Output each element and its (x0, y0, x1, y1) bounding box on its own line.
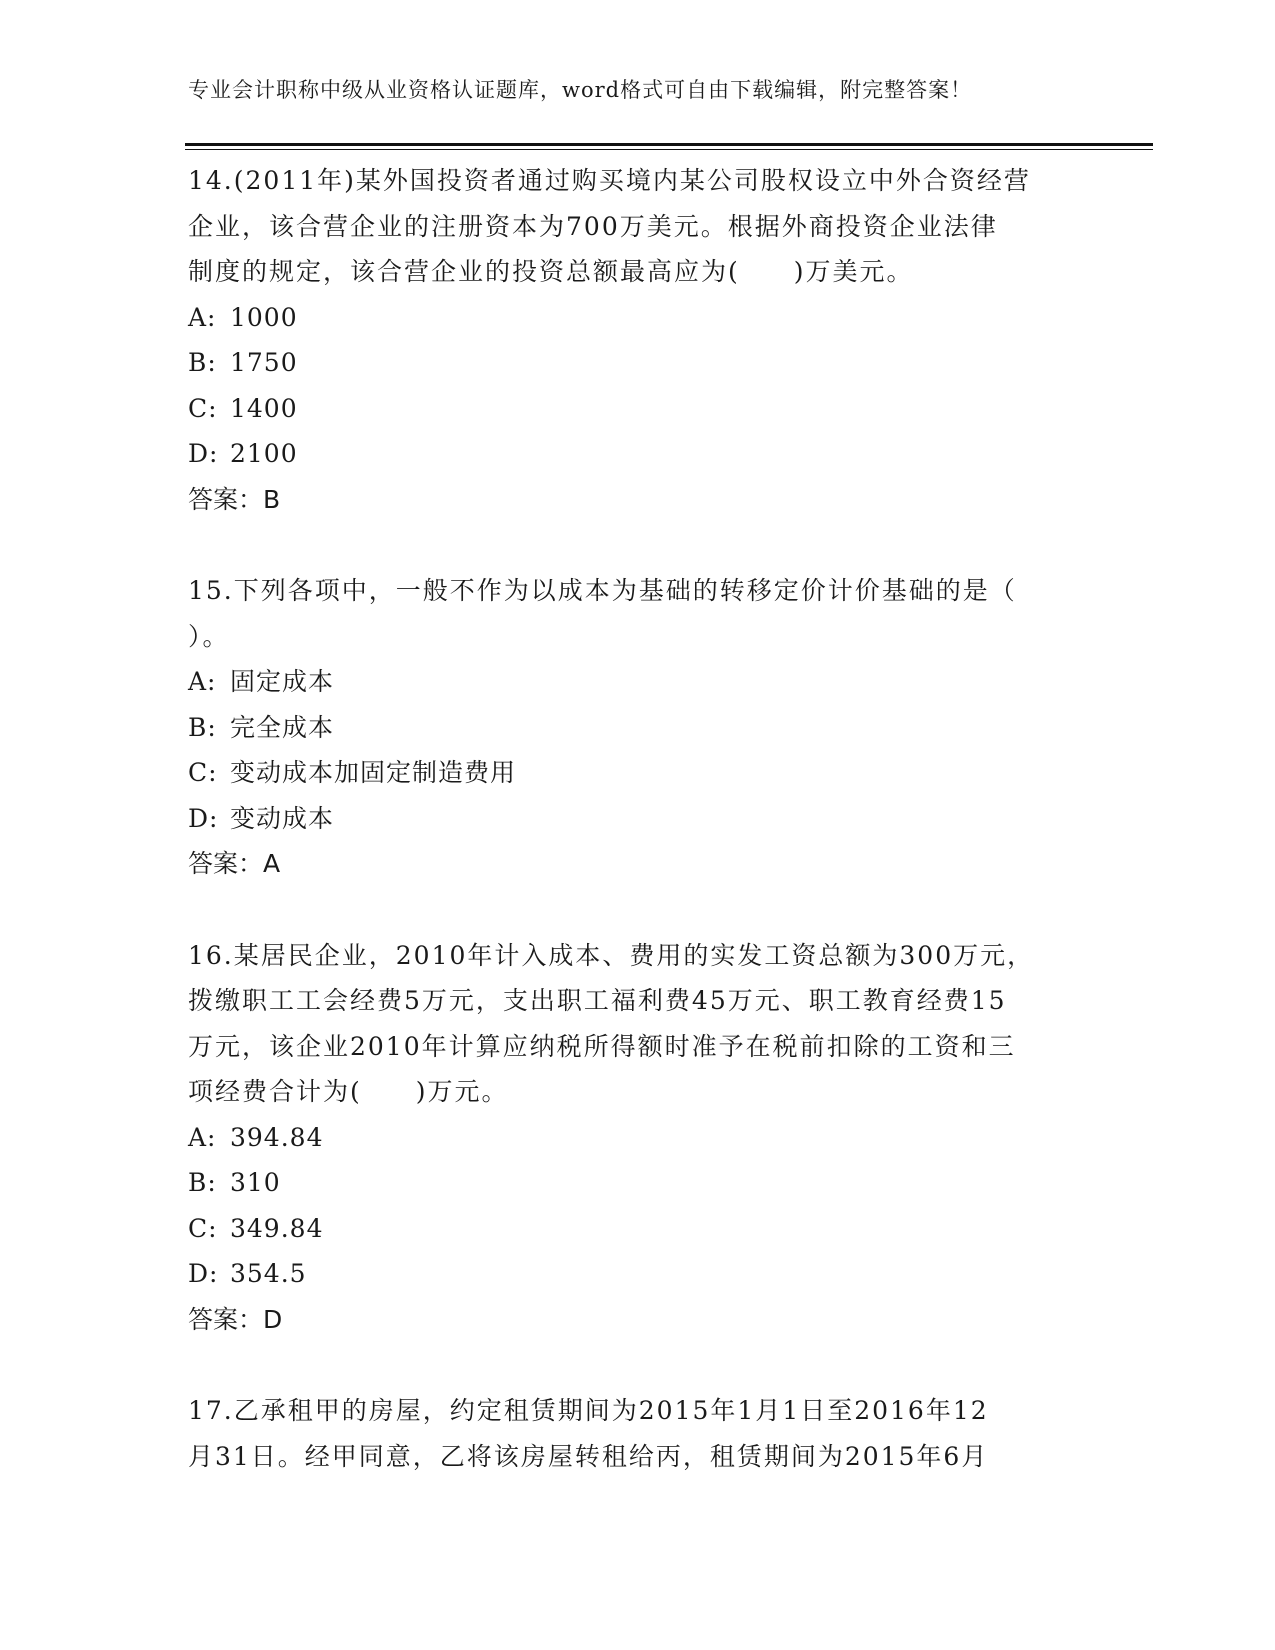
option-key: A: (188, 667, 217, 696)
page-header: 专业会计职称中级从业资格认证题库，word格式可自由下载编辑，附完整答案！ (188, 78, 973, 102)
option-b (188, 340, 1088, 386)
answer-line: 答案：A (188, 849, 281, 878)
header-rule-thin (185, 149, 1153, 150)
option-key: D: (188, 439, 219, 468)
option-c (188, 1206, 1088, 1252)
question-stem-line: 企业，该合营企业的注册资本为700万美元。根据外商投资企业法律 (188, 211, 998, 241)
option-text: 310 (230, 1168, 281, 1197)
question-stem-line: 拨缴职工工会经费5万元，支出职工福利费45万元、职工教育经费15 (188, 986, 1007, 1015)
question-list (188, 158, 1088, 1479)
question-17 (188, 1388, 1088, 1479)
answer-line: 答案：D (188, 1304, 283, 1334)
option-key: D: (188, 1259, 219, 1288)
question-stem-line: 16.某居民企业，2010年计入成本、费用的实发工资总额为300万元， (188, 940, 1035, 970)
option-key: B: (188, 348, 217, 377)
option-d (188, 1251, 1088, 1297)
option-a (188, 295, 1088, 341)
header-rule-thick (185, 143, 1153, 146)
question-stem-line: 项经费合计为( )万元。 (188, 1077, 509, 1106)
question-stem-line: ）。 (188, 621, 230, 651)
option-text: 354.5 (230, 1259, 307, 1288)
option-b (188, 1160, 1088, 1206)
option-key: B: (188, 1168, 217, 1197)
option-text: 1000 (230, 302, 298, 332)
question-16 (188, 933, 1088, 1343)
option-text: 1750 (230, 348, 298, 377)
option-d (188, 796, 1088, 842)
question-stem-line: 万元，该企业2010年计算应纳税所得额时准予在税前扣除的工资和三 (188, 1031, 1016, 1061)
question-15 (188, 568, 1088, 887)
question-14 (188, 158, 1088, 522)
option-text: 变动成本 (230, 803, 335, 833)
option-text: 变动成本加固定制造费用 (230, 758, 517, 787)
option-a (188, 1115, 1088, 1161)
answer-line: 答案：B (188, 484, 281, 514)
option-key: C: (188, 393, 218, 423)
question-stem-line: 15.下列各项中，一般不作为以成本为基础的转移定价计价基础的是（ (188, 576, 1017, 605)
option-c (188, 750, 1088, 796)
option-key: A: (188, 1122, 217, 1152)
option-text: 394.84 (230, 1122, 324, 1152)
option-text: 2100 (230, 439, 298, 468)
option-c (188, 386, 1088, 432)
question-stem-line: 14.(2011年)某外国投资者通过购买境内某公司股权设立中外合资经营 (188, 166, 1031, 195)
option-key: B: (188, 712, 217, 742)
option-key: C: (188, 1213, 218, 1243)
option-key: A: (188, 302, 217, 332)
question-stem-line: 17.乙承租甲的房屋，约定租赁期间为2015年1月1日至2016年12 (188, 1396, 989, 1425)
question-stem-line: 月31日。经甲同意，乙将该房屋转租给丙，租赁期间为2015年6月 (188, 1441, 989, 1471)
option-key: D: (188, 803, 219, 833)
option-d (188, 431, 1088, 477)
option-b (188, 705, 1088, 751)
question-stem-line: 制度的规定，该合营企业的投资总额最高应为( )万美元。 (188, 257, 914, 286)
option-text: 固定成本 (230, 667, 335, 696)
option-text: 1400 (230, 393, 298, 423)
option-key: C: (188, 758, 218, 787)
option-a (188, 659, 1088, 705)
option-text: 349.84 (230, 1213, 324, 1243)
option-text: 完全成本 (230, 712, 335, 742)
